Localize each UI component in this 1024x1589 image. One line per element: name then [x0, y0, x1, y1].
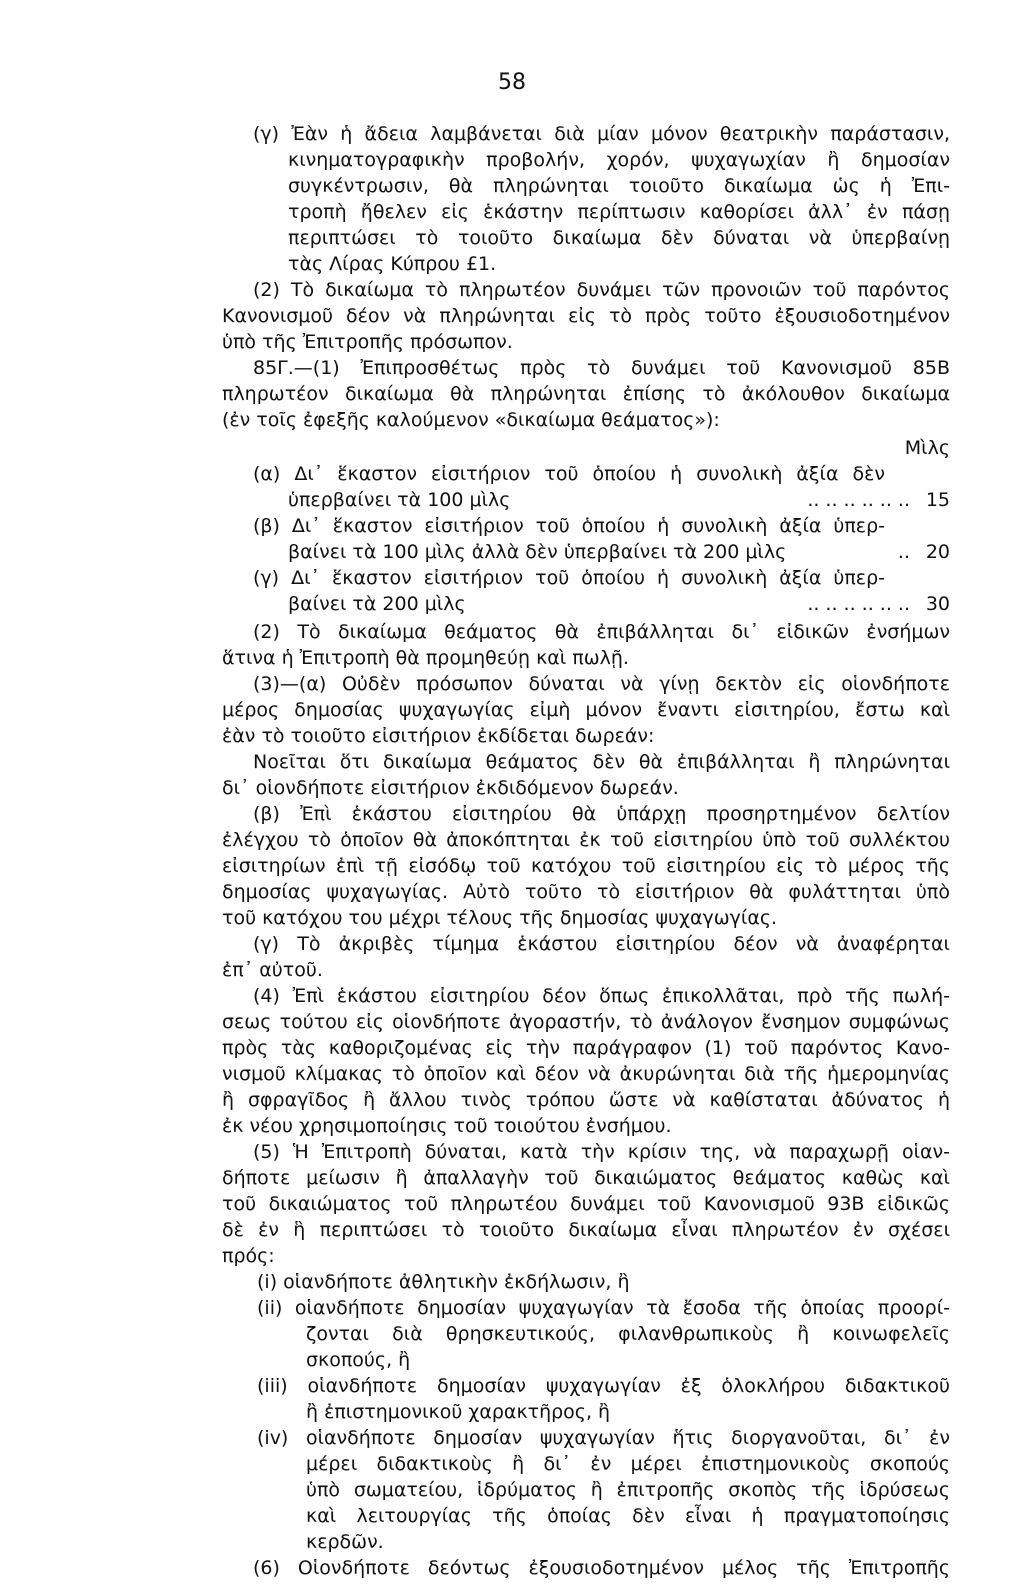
text-line: ἐλέγχου τὸ ὁποῖον θὰ ἀποκόπτηται ἐκ τοῦ εἰσιτηρίου ὑπὸ τοῦ συλλέκτου — [222, 829, 950, 851]
schedule-item: ὑπερβαίνει τὰ 100 μὶλς — [288, 489, 511, 511]
text-line: (γ) Τὸ ἀκριβὲς τίμημα ἑκάστου εἰσιτηρίου δέον νὰ ἀναφέρηται — [253, 933, 950, 955]
list-item: σκοπούς, ἢ — [306, 1349, 411, 1371]
proviso-line: δι᾽ οἱονδήποτε εἰσιτήριον ἐκδιδόμενον δωρεάν. — [222, 777, 679, 799]
text-line: (2) Τὸ δικαίωμα τὸ πληρωτέον δυνάμει τῶν προνοιῶν τοῦ παρόντος — [253, 279, 950, 301]
dot-leader: .. .. .. .. .. .. — [807, 593, 910, 615]
rate-value: 15 — [925, 489, 950, 511]
list-item: ζονται διὰ θρησκευτικούς, φιλανθρωπικοὺς ἢ κοινωφελεῖς — [306, 1323, 950, 1345]
text-line: (ἐν τοῖς ἐφεξῆς καλούμενον «δικαίωμα θεάματος»): — [222, 409, 720, 431]
text-line: (5) Ἡ Ἐπιτροπὴ δύναται, κατὰ τὴν κρίσιν της, νὰ παραχωρῇ οἱαν- — [253, 1141, 950, 1163]
text-line: συγκέντρωσιν, θὰ πληρώνηται τοιοῦτο δικαίωμα ὡς ἡ Ἐπι- — [288, 175, 950, 197]
rate-value: 20 — [925, 541, 950, 563]
text-line: τὰς Λίρας Κύπρου £1. — [288, 253, 497, 275]
list-item: ὑπὸ σωματείου, ἱδρύματος ἢ ἐπιτροπῆς σκοπὸς τῆς ἱδρύσεως — [306, 1479, 950, 1501]
text-line: (4) Ἐπὶ ἑκάστου εἰσιτηρίου δέον ὅπως ἐπικολλᾶται, πρὸ τῆς πωλή- — [253, 985, 950, 1007]
text-line: μέρος δημοσίας ψυχαγωγίας εἰμὴ μόνον ἔναντι εἰσιτηρίου, ἔστω καὶ — [222, 699, 950, 721]
text-line: νισμοῦ κλίμακας τὸ ὁποῖον καὶ δέον νὰ ἀκυρώνηται διὰ τῆς ἡμερομηνίας — [222, 1063, 950, 1085]
text-line: περιπτώσει τὸ τοιοῦτο δικαίωμα δὲν δύναται νὰ ὑπερβαίνῃ — [288, 227, 950, 249]
list-item: καὶ λειτουργίας τῆς ὁποίας δὲν εἶναι ἡ πραγματοποίησις — [306, 1505, 950, 1527]
text-line: δημοσίας ψυχαγωγίας. Αὐτὸ τοῦτο τὸ εἰσιτήριον θὰ φυλάττηται ὑπὸ — [222, 881, 950, 903]
text-line: τροπὴ ἤθελεν εἰς ἑκάστην περίπτωσιν καθορίσει ἀλλ᾽ ἐν πάσῃ — [288, 201, 950, 223]
text-line: δήποτε μείωσιν ἢ ἀπαλλαγὴν τοῦ δικαιώματος θεάματος καθὼς καὶ — [222, 1167, 950, 1189]
text-line: σεως τούτου εἰς οἱονδήποτε ἀγοραστήν, τὸ ἀνάλογον ἔνσημον συμφώνως — [222, 1011, 950, 1033]
dot-leader: .. .. .. .. .. .. — [807, 489, 910, 511]
text-line: (6) Οἱονδήποτε δεόντως ἐξουσιοδοτημένον μέλος τῆς Ἐπιτροπῆς — [253, 1557, 950, 1579]
list-item: ἢ ἐπιστημονικοῦ χαρακτῆρος, ἢ — [306, 1401, 611, 1423]
text-line: (2) Τὸ δικαίωμα θεάματος θὰ ἐπιβάλληται δι᾽ εἰδικῶν ἐνσήμων — [253, 621, 950, 643]
text-line: πληρωτέον δικαίωμα θὰ πληρώνηται ἐπίσης τὸ ἀκόλουθον δικαίωμα — [222, 383, 950, 405]
list-item: (i) οἱανδήποτε ἀθλητικὴν ἐκδήλωσιν, ἢ — [257, 1271, 630, 1293]
text-line: ἅτινα ἡ Ἐπιτροπὴ θὰ προμηθεύῃ καὶ πωλῇ. — [222, 647, 629, 669]
text-line: (3)—(α) Οὐδὲν πρόσωπον δύναται νὰ γίνῃ δεκτὸν εἰς οἱονδήποτε — [253, 673, 950, 695]
text-line: ὑπὸ τῆς Ἐπιτροπῆς πρόσωπον. — [222, 331, 513, 353]
text-line: κινηματογραφικὴν προβολήν, χορόν, ψυχαγωχίαν ἢ δημοσίαν — [288, 149, 950, 171]
list-item: (ii) οἱανδήποτε δημοσίαν ψυχαγωγίαν τὰ ἔσοδα τῆς ὁποίας προορί- — [257, 1297, 950, 1319]
list-item: μέρει διδακτικοὺς ἢ δι᾽ ἐν μέρει ἐπιστημονικοὺς σκοπούς — [306, 1453, 950, 1475]
text-line: πρὸς τὰς καθοριζομένας εἰς τὴν παράγραφον (1) τοῦ παρόντος Κανο- — [222, 1037, 950, 1059]
text-line: Κανονισμοῦ δέον νὰ πληρώνηται εἰς τὸ πρὸς τοῦτο ἐξουσιοδοτημένον — [222, 305, 950, 327]
column-heading: Μὶλς — [904, 437, 950, 459]
text-line: εἰσιτηρίων ἐπὶ τῇ εἰσόδῳ τοῦ κατόχου τοῦ εἰσιτηρίου εἰς τὸ μέρος τῆς — [222, 855, 950, 877]
text-line: ἢ σφραγῖδος ἢ ἄλλου τινὸς τρόπου ὥστε νὰ καθίσταται ἀδύνατος ἡ — [222, 1089, 950, 1111]
proviso-line: Νοεῖται ὅτι δικαίωμα θεάματος δὲν θὰ ἐπιβάλληται ἢ πληρώνηται — [253, 751, 950, 773]
page-number: 58 — [498, 70, 526, 95]
list-item: κερδῶν. — [306, 1531, 384, 1553]
schedule-item: βαίνει τὰ 100 μὶλς ἀλλὰ δὲν ὑπερβαίνει τὰ 200 μὶλς — [288, 541, 787, 563]
text-line: ἐπ᾽ αὐτοῦ. — [222, 959, 323, 981]
text-line: τοῦ κατόχου του μέχρι τέλους τῆς δημοσίας ψυχαγωγίας. — [222, 907, 778, 929]
text-line: (γ) Ἐὰν ἡ ἄδεια λαμβάνεται διὰ μίαν μόνον θεατρικὴν παράστασιν, — [253, 123, 950, 145]
list-item: (iii) οἱανδήποτε δημοσίαν ψυχαγωγίαν ἐξ ὁλοκλήρου διδακτικοῦ — [257, 1375, 950, 1397]
text-line: ἐὰν τὸ τοιοῦτο εἰσιτήριον ἐκδίδεται δωρεάν: — [222, 725, 655, 747]
rate-value: 30 — [925, 593, 950, 615]
schedule-item: (α) Δι᾽ ἕκαστον εἰσιτήριον τοῦ ὁποίου ἡ συνολικὴ ἀξία δὲν — [253, 463, 885, 485]
text-line: ἐκ νέου χρησιμοποίησις τοῦ τοιούτου ἐνσήμου. — [222, 1115, 672, 1137]
text-line: 85Γ.—(1) Ἐπιπροσθέτως πρὸς τὸ δυνάμει τοῦ Κανονισμοῦ 85Β — [253, 357, 950, 379]
text-line: πρός: — [222, 1245, 275, 1267]
text-line: (β) Ἐπὶ ἑκάστου εἰσιτηρίου θὰ ὑπάρχῃ προσηρτημένον δελτίον — [253, 803, 950, 825]
schedule-item: (β) Δι᾽ ἕκαστον εἰσιτήριον τοῦ ὁποίου ἡ συνολικὴ ἀξία ὑπερ- — [253, 515, 885, 537]
list-item: (iv) οἱανδήποτε δημοσίαν ψυχαγωγίαν ἥτις διοργανοῦται, δι᾽ ἐν — [257, 1427, 950, 1449]
text-line: δὲ ἐν ἣ περιπτώσει τὸ τοιοῦτο δικαίωμα εἶναι πληρωτέον ἐν σχέσει — [222, 1219, 950, 1241]
schedule-item: βαίνει τὰ 200 μὶλς — [288, 593, 466, 615]
dot-leader: .. — [897, 541, 910, 563]
schedule-item: (γ) Δι᾽ ἕκαστον εἰσιτήριον τοῦ ὁποίου ἡ συνολικὴ ἀξία ὑπερ- — [253, 567, 885, 589]
text-line: τοῦ δικαιώματος τοῦ πληρωτέου δυνάμει τοῦ Κανονισμοῦ 93Β εἰδικῶς — [222, 1193, 950, 1215]
